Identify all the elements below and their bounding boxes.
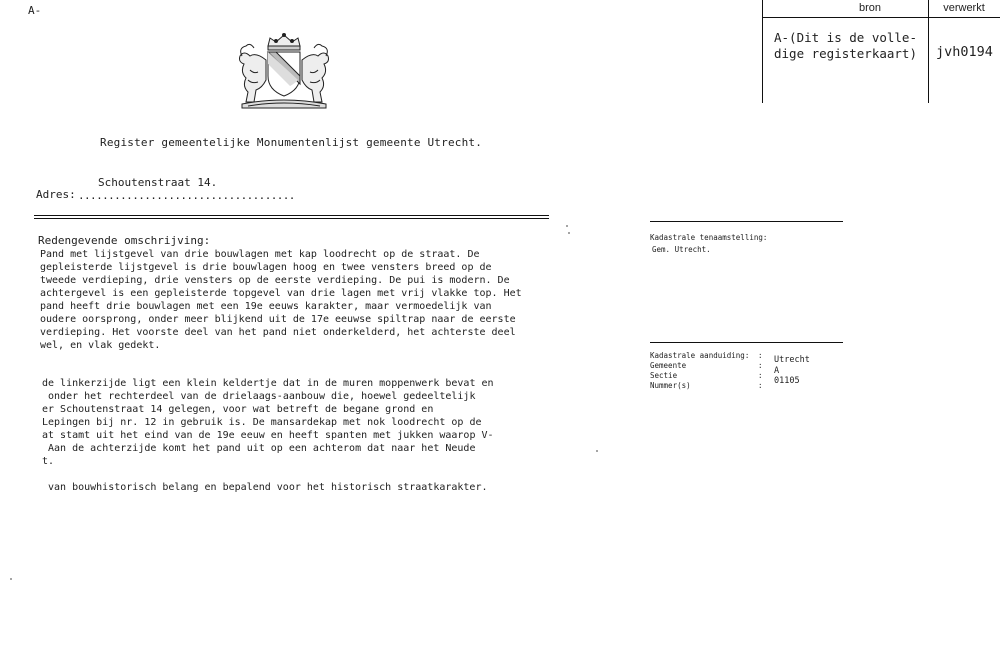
stamp-left-border [762,0,763,103]
scan-speck [568,232,570,234]
tenaamstelling-value: Gem. Utrecht. [652,245,711,254]
utrecht-coat-of-arms [228,30,340,110]
cadastral-labels: Kadastrale aanduiding: Gemeente Sectie Nummer(s) [650,351,750,390]
motivation-extra-text: de linkerzijde ligt een klein keldertje dat in de muren moppenwerk bevat en onder het rechterdeel van de drielaags-aanbouw die, hoewel gedeeltelijk er Schoutenstraat 14 gelegen, voor wat betreft de begane grond en Lepingen bij nr. 12 in gebruik is. De mansardekap met nok loodrecht op de at stamt uit het eind van de 19e eeuw en heeft spanten met jukken waarop V- Aan de achterzijde komt het pand uit op een achterom dat naar het Neude t. [42,378,494,467]
aanduiding-rule [650,342,843,343]
stamp-header-rule [762,17,1000,18]
stamp-bron-value: A-(Dit is de volle- dige registerkaart) [774,30,917,61]
scan-speck [596,450,598,452]
stamp-verwerkt-value: jvh0194 [936,44,993,60]
scan-speck [566,225,568,227]
address-label: Adres: [36,188,76,201]
source-stamp-box [762,0,1000,103]
motivation-text: Pand met lijstgevel van drie bouwlagen met kap loodrecht op de straat. De gepleisterde lijstgevel is drie bouwlagen hoog en twee vensters breed op de tweede verdieping, drie vensters op de eerste verdieping. De pui is modern. De achtergevel is een gepleisterde topgevel van drie lagen met vrij vlakke top. Het pand heeft drie bouwlagen met een 19e eeuws karakter, maar vermoedelijk van oudere oorsprong, onder meer blijkend uit de 17e eeuwse spiltrap naar de eerste verdieping. Het voorste deel van het pand niet onderkelderd, het achterste deel wel, en vlak gedekt. [40,249,522,351]
stamp-bron-header: bron [858,2,882,14]
scan-speck [10,578,12,580]
motivation-closing-line: van bouwhistorisch belang en bepalend voor het historisch straatkarakter. [48,482,488,493]
stamp-verwerkt-header: verwerkt [943,2,985,14]
cadastral-values: Utrecht A 01105 [774,355,810,386]
cadastral-colons: : : : : [758,351,763,390]
tenaamstelling-rule [650,221,843,222]
tenaamstelling-label: Kadastrale tenaamstelling: [650,233,768,242]
address-dotted-line: .................................... [78,189,295,202]
corner-mark: A- [28,4,42,17]
section-rule-top [34,215,549,216]
address-value: Schoutenstraat 14. [98,176,218,189]
motivation-heading: Redengevende omschrijving: [38,234,211,247]
section-rule-top-double [34,218,549,219]
register-title: Register gemeentelijke Monumentenlijst gemeente Utrecht. [100,136,483,149]
coat-of-arms-icon [228,30,340,110]
